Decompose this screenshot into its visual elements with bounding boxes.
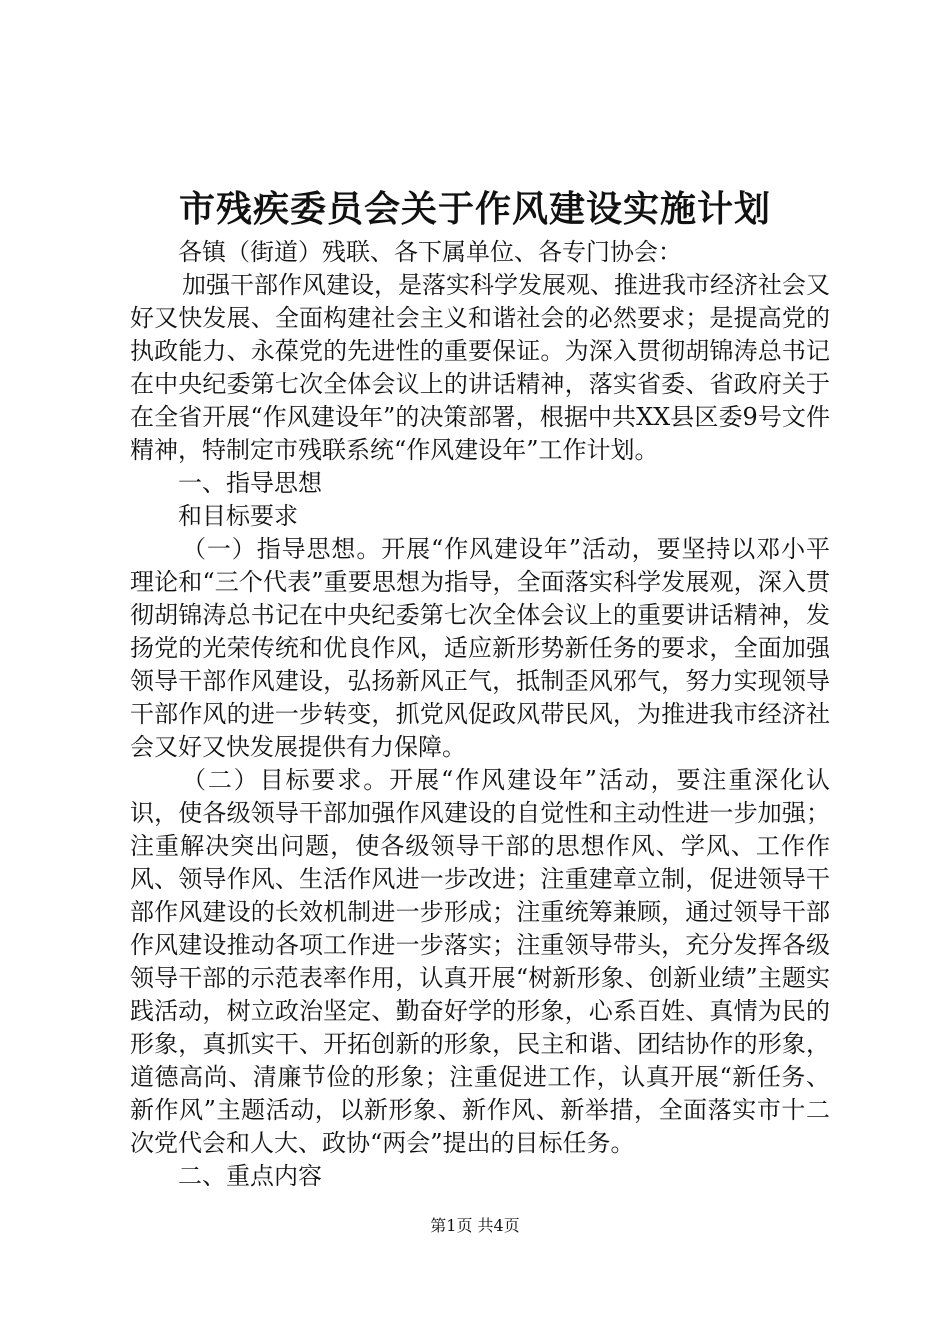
target-requirements-paragraph: （二）目标要求。开展“作风建设年”活动，要注重深化认识，使各级领导干部加强作风建设的自觉性和主动性进一步加强；注重解决突出问题，使各级领导干部的思想作风、学风、工作作风、领导作风、生活作风进一步改进；注重建章立制，促进领导干部作风建设的长效机制进一步形成；注重统筹兼顾，通过领导干部作风建设推动各项工作进一步落实；注重领导带头，充分发挥各级领导干部的示范表率作用，认真开展“树新形象、创新业绩”主题实践活动，树立政治坚定、勤奋好学的形象，心系百姓、真情为民的形象，真抓实干、开拓创新的形象，民主和谐、团结协作的形象，道德高尚、清廉节俭的形象；注重促进工作，认真开展“新任务、新作风”主题活动，以新形象、新作风、新举措，全面落实市十二次党代会和人大、政协“两会”提出的目标任务。 — [130, 766, 830, 1157]
intro-paragraph: 加强干部作风建设，是落实科学发展观、推进我市经济社会又好又快发展、全面构建社会主义和谐社会的必然要求；是提高党的执政能力、永葆党的先进性的重要保证。为深入贯彻胡锦涛总书记在中央纪委第七次全体会议上的讲话精神，落实省委、省政府关于在全省开展“作风建设年”的决策部署，根据中共XX县区委9号文件精神，特制定市残联系统“作风建设年”工作计划。 — [130, 271, 830, 464]
document-title: 市残疾委员会关于作风建设实施计划 — [178, 188, 771, 230]
guiding-thought-paragraph: （一）指导思想。开展“作风建设年”活动，要坚持以邓小平理论和“三个代表”重要思想为指导，全面落实科学发展观，深入贯彻胡锦涛总书记在中央纪委第七次全体会议上的重要讲话精神，发扬党的光荣传统和优良作风，适应新形势新任务的要求，全面加强领导干部作风建设，弘扬新风正气，抵制歪风邪气，努力实现领导干部作风的进一步转变，抓党风促政风带民风，为推进我市经济社会又好又快发展提供有力保障。 — [130, 535, 830, 761]
page-indicator: 第1页 共4页 — [430, 1216, 520, 1235]
salutation: 各镇（街道）残联、各下属单位、各专门协会： — [178, 238, 682, 266]
document-body — [130, 236, 830, 1193]
section-heading-1: 一、指导思想 — [178, 469, 322, 497]
section-heading-2: 二、重点内容 — [178, 1162, 322, 1190]
section-heading-1-continued: 和目标要求 — [178, 502, 298, 530]
